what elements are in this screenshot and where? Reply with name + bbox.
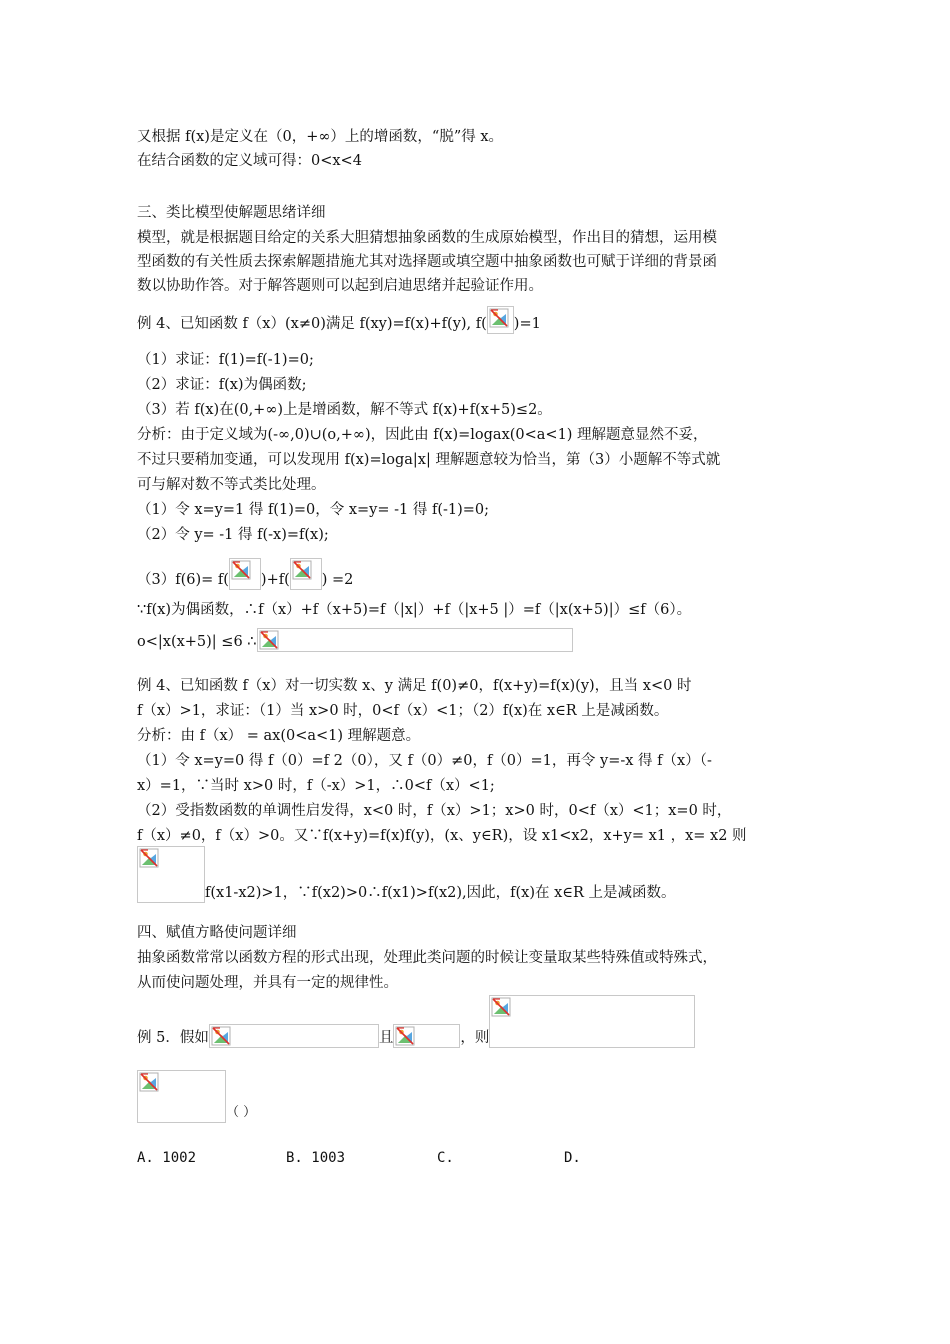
option-c: C.: [437, 1150, 454, 1166]
text-span: ，则: [460, 1030, 490, 1046]
text-line: （1）令 x=y=1 得 f(1)=0，令 x=y= -1 得 f(-1)=0;: [137, 502, 490, 518]
text-span: ) =2: [321, 572, 354, 588]
text-line: （2）令 y= -1 得 f(-x)=f(x);: [137, 527, 329, 543]
example-line: [137, 846, 676, 903]
text-line: f（x）>1，求证：（1）当 x>0 时，0<f（x）<1；（2）f(x)在 x∈R 上是减函数。: [137, 703, 669, 719]
text-span: )=1: [513, 316, 541, 332]
text-line: 不过只要稍加变通，可以发现用 f(x)=loga|x| 理解题意较为恰当，第（3）小题解不等式就: [137, 452, 721, 468]
text-line: 在结合函数的定义域可得：0<x<4: [137, 153, 362, 169]
text-line: 例 4、已知函数 f（x）对一切实数 x、y 满足 f(0)≠0，f(x+y)=f(x)(y)，且当 x<0 时: [137, 678, 692, 694]
broken-image-icon: [487, 306, 514, 334]
text-span: （3）f(6)= f(: [137, 572, 229, 588]
text-line: f（x）≠0，f（x）>0。又∵f(x+y)=f(x)f(y)，(x、y∈R)，设 x1<x2，x+y= x1 ，x= x2 则: [137, 828, 747, 844]
broken-image-icon: [393, 1024, 460, 1048]
text-span: 例 5．假如: [137, 1030, 209, 1046]
example-line: [137, 628, 573, 652]
text-line: （1）令 x=y=0 得 f（0）=f 2（0），又 f（0）≠0，f（0）=1，再令 y=-x 得 f（x）（-: [137, 753, 712, 769]
example-line: [137, 558, 353, 590]
section-heading: 三、类比模型使解题思绪详细: [137, 205, 326, 221]
text-line: （2）求证：f(x)为偶函数;: [137, 377, 307, 393]
option-b: B. 1003: [286, 1150, 346, 1166]
option-a: A. 1002: [137, 1150, 197, 1166]
text-line: x）=1，∵当时 x>0 时，f（-x）>1，∴0<f（x）<1;: [137, 778, 495, 794]
text-line: ∵f(x)为偶函数，∴f（x）+f（x+5)=f（|x|）+f（|x+5 |）=f（|x(x+5)|）≤f（6）。: [137, 602, 692, 618]
text-line: （3）若 f(x)在(0,+∞)上是增函数，解不等式 f(x)+f(x+5)≤2。: [137, 402, 552, 418]
example-line: [137, 995, 695, 1048]
text-line: （1）求证：f(1)=f(-1)=0;: [137, 352, 314, 368]
example-line: [137, 1070, 256, 1123]
text-span: 且: [378, 1030, 394, 1046]
paragraph-line: 型函数的有关性质去探索解题措施尤其对选择题或填空题中抽象函数也可赋于详细的背景函: [137, 254, 717, 270]
text-span: )+f(: [260, 572, 290, 588]
text-span: f(x1-x2)>1，∵f(x2)>0∴f(x1)>f(x2),因此，f(x)在 x∈R 上是减函数。: [205, 885, 676, 901]
text-line: 可与解对数不等式类比处理。: [137, 477, 326, 493]
broken-image-icon: [229, 558, 261, 590]
text-line: （2）受指数函数的单调性启发得，x<0 时，f（x）>1；x>0 时，0<f（x）<1；x=0 时，: [137, 803, 732, 819]
paragraph-line: 从而使问题处理，并具有一定的规律性。: [137, 975, 398, 991]
broken-image-icon: [209, 1024, 379, 1048]
text-span: 例 4、已知函数 f（x）(x≠0)满足 f(xy)=f(x)+f(y), f(: [137, 316, 487, 332]
text-line: 分析：由于定义域为(-∞,0)∪(o,+∞)，因此由 f(x)=logax(0<a<1) 理解题意显然不妥，: [137, 427, 708, 443]
paragraph-line: 模型，就是根据题目给定的关系大胆猜想抽象函数的生成原始模型，作出目的猜想，运用模: [137, 230, 717, 246]
broken-image-icon: [257, 628, 573, 652]
text-line: 分析：由 f（x） = ax(0<a<1) 理解题意。: [137, 728, 421, 744]
example-line: [137, 306, 541, 334]
section-heading: 四、赋值方略使问题详细: [137, 925, 297, 941]
broken-image-icon: [137, 846, 205, 903]
text-span: o<|x(x+5)| ≤6 ∴: [137, 634, 257, 650]
broken-image-icon: [489, 995, 695, 1048]
paren-blank: （ ）: [226, 1105, 257, 1120]
broken-image-icon: [137, 1070, 226, 1123]
paragraph-line: 抽象函数常常以函数方程的形式出现，处理此类问题的时候让变量取某些特殊值或特殊式，: [137, 950, 717, 966]
broken-image-icon: [290, 558, 322, 590]
paragraph-line: 数以协助作答。对于解答题则可以起到启迪思绪并起验证作用。: [137, 278, 543, 294]
option-d: D.: [564, 1150, 581, 1166]
text-line: 又根据 f(x)是定义在（0，+∞）上的增函数，“脱”得 x。: [137, 129, 504, 145]
